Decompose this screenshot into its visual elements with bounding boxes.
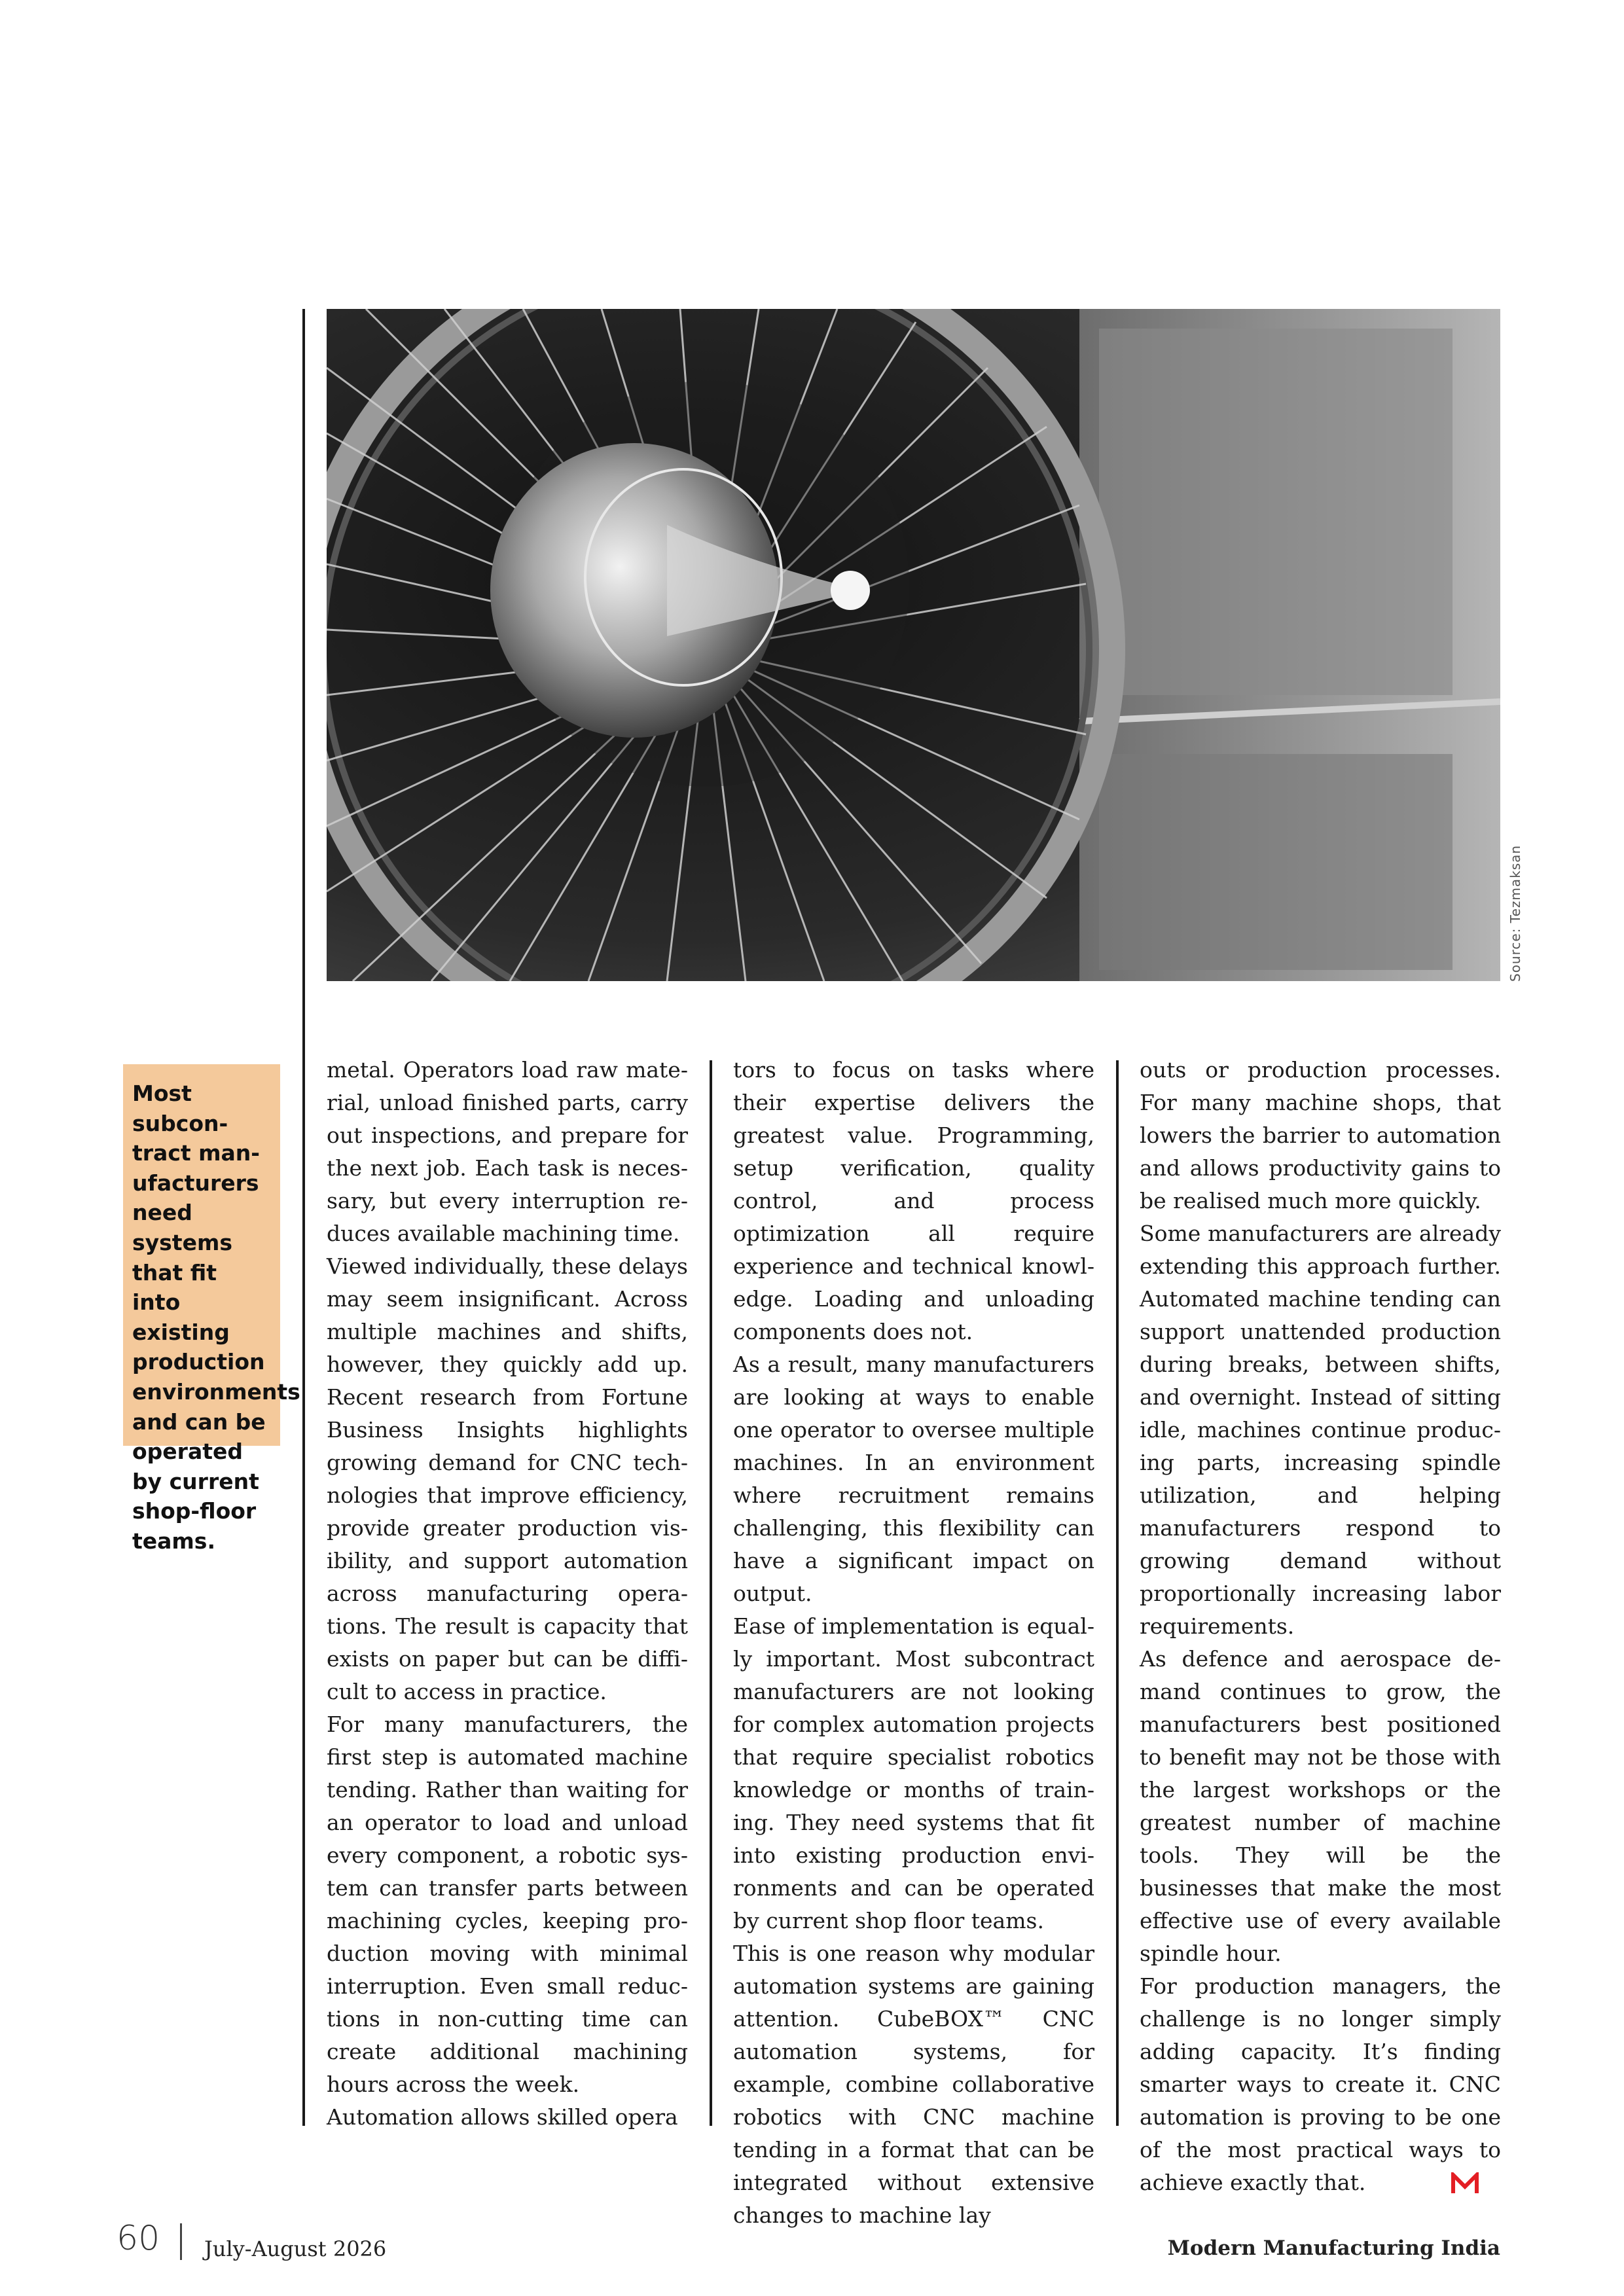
pull-quote-text: Most subcon-tract man-ufacturers need systems that fit into existing production environments and can be operated by current shop-floor teams.: [132, 1081, 300, 1554]
article-column-1: [327, 1054, 688, 2134]
jet-engine-photo: [327, 309, 1500, 981]
column-rule: [710, 1060, 712, 2126]
footer-divider: [180, 2223, 182, 2260]
end-mark-logo-icon: [1451, 2172, 1479, 2196]
paragraph: For many manufacturers, the first step is automated machine tending. Rather than waiting for an operator to load and unload every component, a robotic system can transfer parts between machining cycles, keeping production moving with minimal interruption. Even small reductions in non-cutting time can create additional machining hours across the week.: [327, 1712, 688, 2097]
paragraph: As defence and aerospace demand continues to grow, the manufacturers best positioned to benefit may not be those with the largest workshops or the greatest number of machine tools. They will be the businesses that make the most effective use of every available spindle hour.: [1140, 1646, 1501, 1966]
column-rule: [302, 309, 305, 2126]
page-number: 60: [117, 2219, 160, 2258]
paragraph: tors to focus on tasks where their expertise delivers the greatest value. Programming, setup verification, quality control, and process optimization all require experience and technical knowledge. Loading and unloading components does not.: [733, 1057, 1094, 1344]
paragraph: metal. Operators load raw material, unload finished parts, carry out inspections, and prepare for the next job. Each task is necessary, but every interruption reduces available machining time.: [327, 1057, 688, 1246]
paragraph: Ease of implementation is equally important. Most subcontract manufacturers are not looking for complex automation projects that require specialist robotics knowledge or months of training. They need systems that fit into existing production environments and can be operated by current shop floor teams.: [733, 1613, 1094, 1933]
column-rule: [1116, 1060, 1119, 2126]
article-column-2: [733, 1054, 1094, 2232]
photo-credit: Source: Tezmaksan: [1507, 844, 1523, 982]
paragraph: [1140, 1970, 1501, 2199]
paragraph: As a result, many manufacturers are looking at ways to enable one operator to oversee multiple machines. In an environment where recruitment remains challenging, this flexibility can have a significant impact on output.: [733, 1352, 1094, 1606]
paragraph: Some manufacturers are already extending this approach further. Automated machine tending can support unattended production during breaks, between shifts, and overnight. Instead of sitting idle, machines continue producing parts, increasing spindle utilization, and helping manufacturers respond to growing demand without proportionally increasing labor requirements.: [1140, 1221, 1501, 1639]
publication-name: Modern Manufacturing India: [1167, 2236, 1500, 2260]
issue-date: July-August 2026: [204, 2236, 387, 2261]
article-column-3: [1140, 1054, 1501, 2199]
pull-quote-box: [123, 1064, 300, 1554]
paragraph: This is one reason why modular automation systems are gaining attention. CubeBOX™ CNC automation systems, for example, combine collaborative robotics with CNC machine tending in a format that can be integrated without extensive changes to machine lay: [733, 1941, 1094, 2228]
jet-engine-fan-icon: [327, 309, 1500, 981]
paragraph: Viewed individually, these delays may seem insignificant. Across multiple machines and shifts, however, they quickly add up. Recent research from Fortune Business Insights highlights growing demand for CNC technologies that improve efficiency, provide greater production visibility, and support automation across manufacturing operations. The result is capacity that exists on paper but can be difficult to access in practice.: [327, 1253, 688, 1704]
closing-paragraph-text: For production managers, the challenge is no longer simply adding capacity. It’s finding smarter ways to create it. CNC automation is proving to be one of the most practical ways to achieve exactly that.: [1140, 1973, 1501, 2195]
paragraph: Automation allows skilled opera: [327, 2104, 678, 2130]
paragraph: outs or production processes. For many machine shops, that lowers the barrier to automation and allows productivity gains to be realised much more quickly.: [1140, 1057, 1501, 1213]
